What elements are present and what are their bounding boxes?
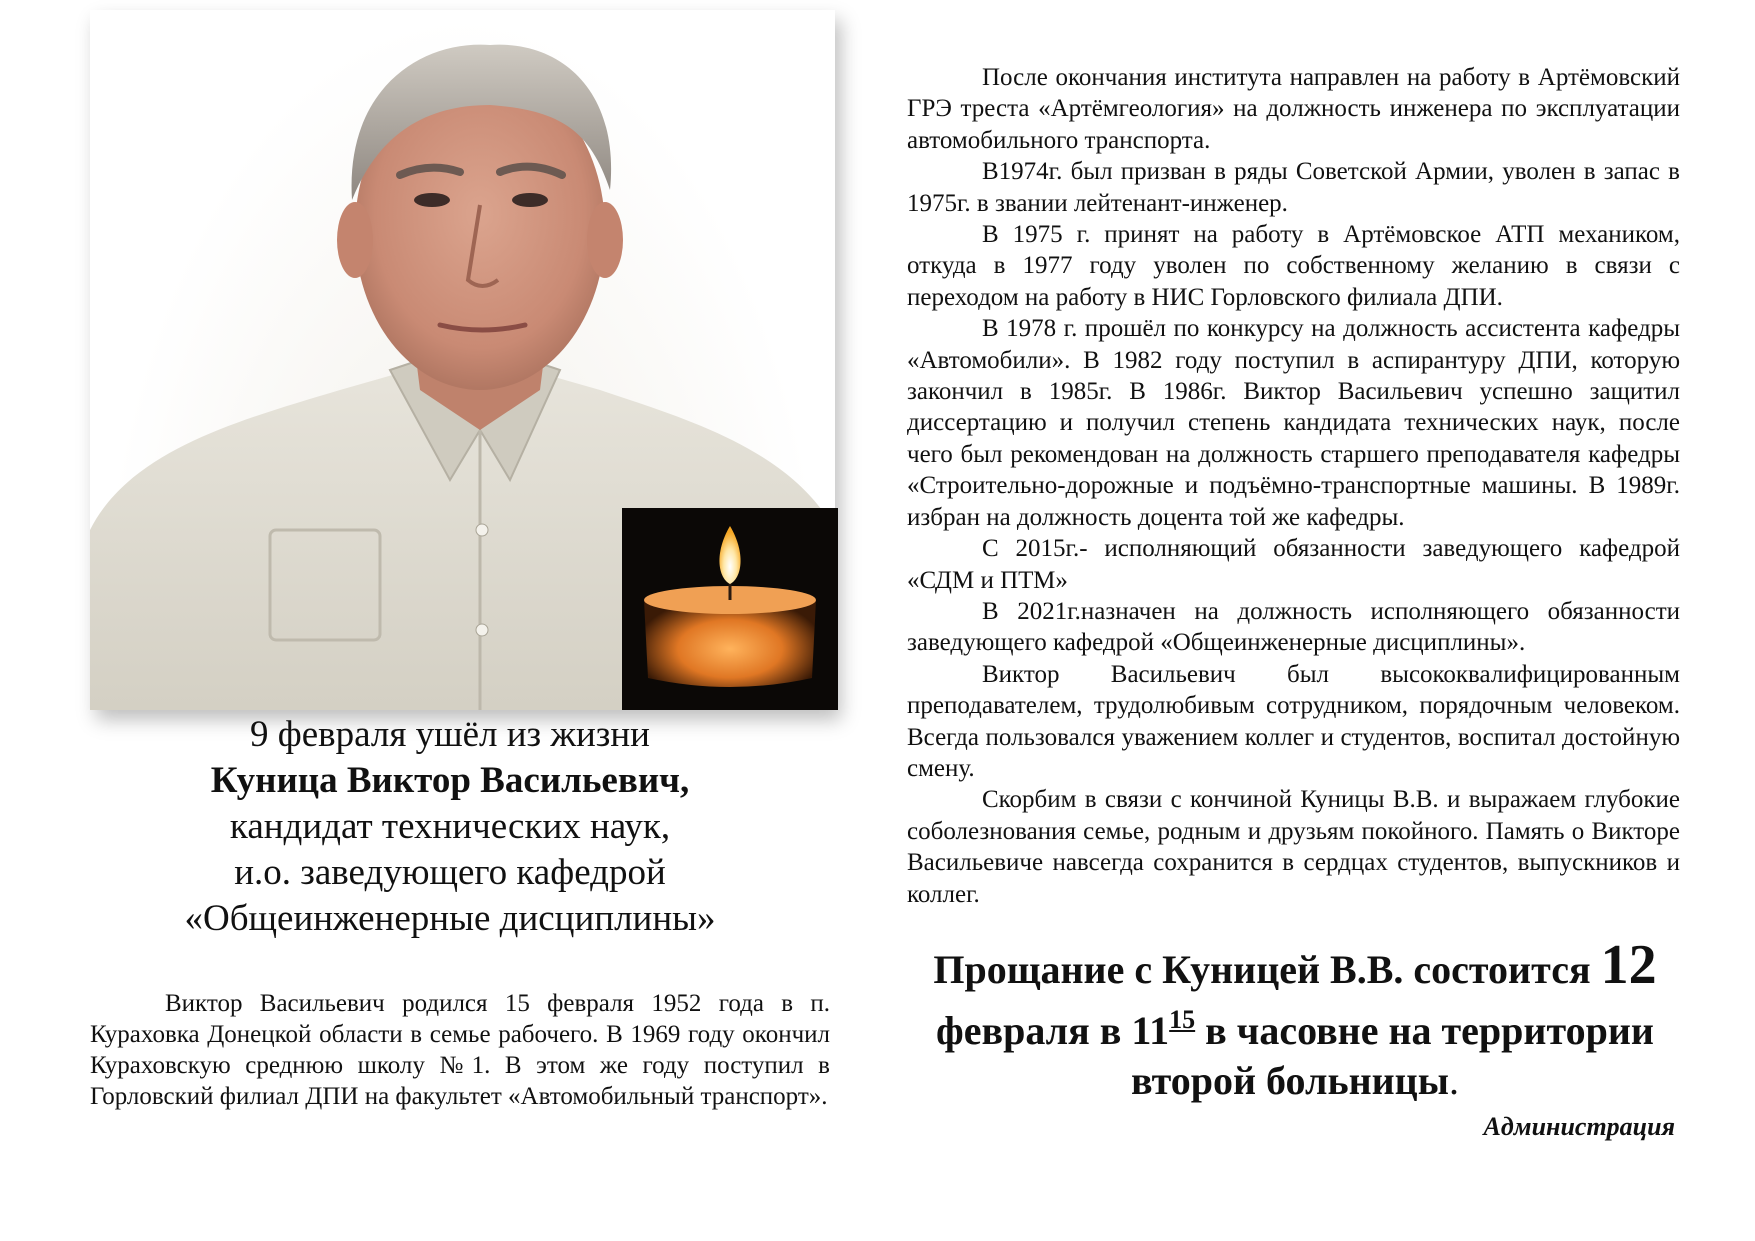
farewell-minutes: 15 <box>1169 1005 1196 1034</box>
biography-right <box>907 62 1680 910</box>
bio-paragraph: Виктор Васильевич был высококвалифицированным преподавателем, трудолюбивым сотрудником, порядочным человеком. Всегда пользовался уважением коллег и студентов, воспитал достойную смену. <box>907 660 1680 782</box>
signature: Администрация <box>1483 1112 1675 1141</box>
bio-paragraph: Виктор Васильевич родился 15 февраля 1952 года в п. Кураховка Донецкой области в семье рабочего. В 1969 году окончил Кураховскую среднюю школу №1. В этом же году поступил в Горловский филиал ДПИ на факультет «Автомобильный транспорт». <box>90 990 830 1110</box>
bio-paragraph: После окончания института направлен на работу в Артёмовский ГРЭ треста «Артёмгеология» на должность инженера по эксплуатации автомобильного транспорта. <box>907 64 1680 154</box>
candle-photo <box>622 508 838 710</box>
bio-paragraph: В 1978 г. прошёл по конкурсу на должность ассистента кафедры «Автомобили». В 1982 году поступил в аспирантуру ДПИ, которую закончил в 1985г. В 1986г. Виктор Васильевич успешно защитил диссертацию и получил степень кандидата технических наук, после чего был рекомендован на должность старшего преподавателя кафедры «Строительно-дорожные и подъёмно-транспортные машины. В 1989г. избран на должность доцента той же кафедры. <box>907 315 1680 531</box>
heading-department: «Общеинженерные дисциплины» <box>184 898 716 939</box>
bio-paragraph: В 1975 г. принят на работу в Артёмовское АТП механиком, откуда в 1977 году уволен по собственному желанию в связи с переходом на работу в НИС Горловского филиала ДПИ. <box>907 221 1680 311</box>
farewell-day: 12 <box>1600 934 1657 996</box>
condolences-paragraph: Скорбим в связи с кончиной Куницы В.В. и выражаем глубокие соболезнования семье, родным и друзьям покойного. Память о Викторе Васильевиче навсегда сохранится в сердцах студентов, выпускников и коллег. <box>907 786 1680 908</box>
deceased-name: Куница Виктор Васильевич, <box>210 760 690 801</box>
obituary-heading <box>90 712 810 942</box>
heading-degree: кандидат технических наук, <box>229 806 671 847</box>
farewell-period: . <box>1448 1058 1459 1103</box>
farewell-text: в часовне на территории второй больницы <box>1131 1008 1654 1103</box>
bio-paragraph: В 2021г.назначен на должность исполняющего обязанности заведующего кафедрой «Общеинженерные дисциплины». <box>907 597 1680 657</box>
farewell-text: Прощание с Куницей В.В. состоится <box>933 947 1601 992</box>
farewell-text: февраля в 11 <box>936 1008 1170 1053</box>
bio-paragraph: В1974г. был призван в ряды Советской Армии, уволен в запас в 1975г. в звании лейтенант-инженер. <box>907 158 1680 217</box>
bio-paragraph: С 2015г.- исполняющий обязанности заведующего кафедрой «СДМ и ПТМ» <box>907 535 1680 594</box>
candle-icon <box>622 508 838 710</box>
biography-left <box>90 988 830 1112</box>
heading-position: и.о. заведующего кафедрой <box>234 852 666 893</box>
farewell-announcement <box>900 934 1690 1106</box>
heading-date-line: 9 февраля ушёл из жизни <box>250 714 650 755</box>
